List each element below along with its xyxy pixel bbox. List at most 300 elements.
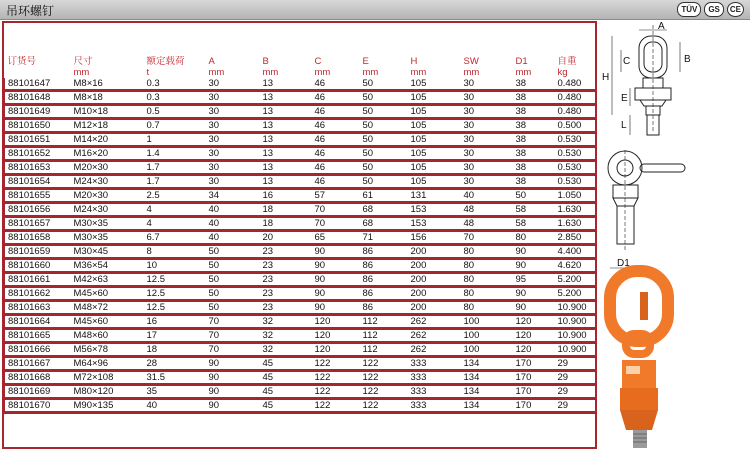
table-cell: 333: [408, 357, 461, 371]
table-cell: 88101659: [5, 245, 71, 259]
table-cell: M36×54: [71, 259, 144, 273]
table-cell: 0.530: [555, 175, 596, 189]
table-cell: 120: [513, 329, 555, 343]
table-cell: 50: [206, 259, 260, 273]
table-cell: 4: [144, 203, 206, 217]
table-cell: 12.5: [144, 287, 206, 301]
table-cell: 17: [144, 329, 206, 343]
table-cell: 90: [513, 259, 555, 273]
table-row: [5, 91, 596, 105]
table-cell: 50: [513, 189, 555, 203]
table-cell: 34: [206, 189, 260, 203]
table-cell: 32: [260, 343, 312, 357]
table-cell: 88101649: [5, 105, 71, 119]
table-cell: 71: [360, 231, 408, 245]
table-cell: 46: [312, 105, 360, 119]
table-cell: 0.480: [555, 91, 596, 105]
table-cell: 131: [408, 189, 461, 203]
table-cell: 88101670: [5, 399, 71, 413]
table-cell: 48: [461, 217, 513, 231]
table-cell: 10.900: [555, 315, 596, 329]
table-cell: 86: [360, 259, 408, 273]
table-row: [5, 175, 596, 189]
unit-h: mm: [410, 67, 427, 78]
table-cell: 40: [461, 189, 513, 203]
table-cell: M30×35: [71, 217, 144, 231]
table-cell: 32: [260, 329, 312, 343]
table-cell: 1.7: [144, 161, 206, 175]
table-row: [5, 357, 596, 371]
table-cell: 122: [360, 371, 408, 385]
table-cell: 30: [461, 91, 513, 105]
table-cell: 30: [461, 161, 513, 175]
table-cell: 262: [408, 343, 461, 357]
table-cell: 88101652: [5, 147, 71, 161]
table-cell: M24×30: [71, 203, 144, 217]
table-cell: 105: [408, 175, 461, 189]
table-cell: M72×108: [71, 371, 144, 385]
table-cell: 120: [312, 343, 360, 357]
table-cell: 90: [206, 385, 260, 399]
table-row: [5, 329, 596, 343]
table-cell: 23: [260, 245, 312, 259]
unit-e: mm: [362, 67, 379, 78]
table-cell: 90: [312, 259, 360, 273]
table-cell: 2.850: [555, 231, 596, 245]
ce-mark-icon: CE: [727, 2, 744, 17]
table-cell: 90: [206, 399, 260, 413]
label-e: E: [621, 93, 628, 104]
table-cell: 80: [513, 231, 555, 245]
table-cell: 112: [360, 315, 408, 329]
table-cell: 13: [260, 105, 312, 119]
table-cell: 58: [513, 203, 555, 217]
table-cell: 88101662: [5, 287, 71, 301]
table-cell: 38: [513, 161, 555, 175]
table-cell: 153: [408, 217, 461, 231]
table-cell: 90: [312, 273, 360, 287]
label-b: B: [684, 54, 691, 65]
table-cell: 65: [312, 231, 360, 245]
table-cell: 70: [312, 217, 360, 231]
header-order-number: 订货号: [7, 56, 37, 67]
title-bar: [0, 0, 750, 20]
table-cell: 100: [461, 329, 513, 343]
table-cell: 30: [461, 119, 513, 133]
header-e: E: [362, 56, 369, 67]
table-cell: 88101668: [5, 371, 71, 385]
label-l: L: [621, 120, 627, 131]
table-cell: 68: [360, 203, 408, 217]
table-cell: 40: [206, 203, 260, 217]
table-cell: 8: [144, 245, 206, 259]
table-cell: 70: [206, 329, 260, 343]
table-cell: 40: [206, 231, 260, 245]
table-cell: 30: [206, 91, 260, 105]
table-cell: M8×16: [71, 78, 144, 91]
table-cell: 90: [312, 245, 360, 259]
table-cell: 31.5: [144, 371, 206, 385]
table-cell: 262: [408, 329, 461, 343]
table-cell: 90: [312, 301, 360, 315]
table-cell: 88101664: [5, 315, 71, 329]
header-c: C: [314, 56, 322, 67]
table-cell: 10: [144, 259, 206, 273]
table-row: [5, 287, 596, 301]
table-row: [5, 161, 596, 175]
table-cell: 262: [408, 315, 461, 329]
table-cell: 45: [260, 399, 312, 413]
table-cell: 88101657: [5, 217, 71, 231]
table-cell: 88101658: [5, 231, 71, 245]
table-row: [5, 231, 596, 245]
table-cell: 88101665: [5, 329, 71, 343]
table-cell: 23: [260, 273, 312, 287]
table-cell: 58: [513, 217, 555, 231]
table-cell: 48: [461, 203, 513, 217]
table-cell: 0.480: [555, 78, 596, 91]
table-cell: 45: [260, 357, 312, 371]
table-cell: 88101653: [5, 161, 71, 175]
table-cell: 57: [312, 189, 360, 203]
table-cell: 134: [461, 357, 513, 371]
table-cell: 38: [513, 133, 555, 147]
table-row: [5, 105, 596, 119]
table-cell: 2.5: [144, 189, 206, 203]
table-cell: M8×18: [71, 91, 144, 105]
table-cell: 112: [360, 343, 408, 357]
front-view-diagram: [612, 25, 680, 135]
table-cell: M20×30: [71, 161, 144, 175]
table-cell: 70: [312, 203, 360, 217]
table-cell: 46: [312, 91, 360, 105]
table-cell: 1: [144, 133, 206, 147]
table-cell: 18: [260, 217, 312, 231]
header-a: A: [208, 56, 215, 67]
table-cell: 18: [260, 203, 312, 217]
table-cell: 88101647: [5, 78, 71, 91]
table-cell: 86: [360, 301, 408, 315]
table-cell: 112: [360, 329, 408, 343]
table-cell: M45×60: [71, 315, 144, 329]
table-cell: M12×18: [71, 119, 144, 133]
table-cell: 88101666: [5, 343, 71, 357]
table-cell: 95: [513, 273, 555, 287]
table-cell: 153: [408, 203, 461, 217]
table-cell: 120: [312, 329, 360, 343]
table-cell: 32: [260, 315, 312, 329]
table-cell: 10.900: [555, 343, 596, 357]
table-cell: M30×45: [71, 245, 144, 259]
table-cell: 170: [513, 371, 555, 385]
table-row: [5, 371, 596, 385]
table-cell: 0.530: [555, 161, 596, 175]
table-cell: 50: [360, 78, 408, 91]
table-cell: 122: [360, 385, 408, 399]
table-cell: 30: [206, 161, 260, 175]
table-cell: 90: [312, 287, 360, 301]
table-row: [5, 399, 596, 413]
header-d1: D1: [515, 56, 528, 67]
table-cell: 13: [260, 161, 312, 175]
table-cell: 13: [260, 119, 312, 133]
table-cell: 88101661: [5, 273, 71, 287]
table-cell: 86: [360, 287, 408, 301]
table-cell: 6.7: [144, 231, 206, 245]
table-cell: 120: [312, 315, 360, 329]
header-weight: 自重: [557, 56, 577, 67]
table-cell: 38: [513, 175, 555, 189]
table-cell: 88101655: [5, 189, 71, 203]
table-cell: 28: [144, 357, 206, 371]
table-cell: 200: [408, 301, 461, 315]
table-cell: 46: [312, 119, 360, 133]
table-cell: M48×60: [71, 329, 144, 343]
table-cell: M45×60: [71, 287, 144, 301]
table-row: [5, 189, 596, 203]
table-cell: 50: [360, 105, 408, 119]
table-cell: 0.530: [555, 147, 596, 161]
table-cell: 0.500: [555, 119, 596, 133]
table-cell: 12.5: [144, 301, 206, 315]
table-cell: 80: [461, 273, 513, 287]
table-cell: 13: [260, 91, 312, 105]
table-cell: 50: [360, 147, 408, 161]
header-label-row: [5, 56, 596, 67]
table-cell: 4.620: [555, 259, 596, 273]
table-cell: 70: [461, 231, 513, 245]
table-cell: 40: [144, 399, 206, 413]
table-cell: M80×120: [71, 385, 144, 399]
table-cell: 61: [360, 189, 408, 203]
table-cell: 88101650: [5, 119, 71, 133]
table-row: [5, 301, 596, 315]
spec-table-body: [5, 78, 596, 413]
table-cell: M90×135: [71, 399, 144, 413]
table-cell: 200: [408, 259, 461, 273]
table-row: [5, 343, 596, 357]
table-cell: M30×35: [71, 231, 144, 245]
table-cell: 30: [206, 119, 260, 133]
table-cell: 88101669: [5, 385, 71, 399]
table-cell: 1.050: [555, 189, 596, 203]
table-cell: M10×18: [71, 105, 144, 119]
table-cell: 0.480: [555, 105, 596, 119]
table-cell: 122: [312, 385, 360, 399]
label-c: C: [623, 56, 631, 67]
unit-a: mm: [208, 67, 225, 78]
table-cell: 20: [260, 231, 312, 245]
table-cell: 29: [555, 357, 596, 371]
table-cell: 0.3: [144, 91, 206, 105]
table-cell: 70: [206, 343, 260, 357]
table-row: [5, 133, 596, 147]
table-cell: 50: [206, 245, 260, 259]
table-cell: 10.900: [555, 329, 596, 343]
table-cell: 35: [144, 385, 206, 399]
table-cell: 30: [461, 105, 513, 119]
table-cell: 134: [461, 385, 513, 399]
table-cell: 200: [408, 273, 461, 287]
table-cell: 80: [461, 259, 513, 273]
table-row: [5, 147, 596, 161]
table-cell: 105: [408, 147, 461, 161]
tuv-mark-icon: TÜV: [677, 2, 701, 17]
unit-sw: mm: [463, 67, 480, 78]
table-cell: 50: [206, 273, 260, 287]
table-cell: 16: [260, 189, 312, 203]
table-cell: 45: [260, 385, 312, 399]
table-cell: 4: [144, 217, 206, 231]
table-cell: 30: [461, 78, 513, 91]
table-cell: 80: [461, 245, 513, 259]
table-cell: 38: [513, 91, 555, 105]
table-cell: 38: [513, 78, 555, 91]
unit-rated-load: t: [146, 67, 150, 78]
table-cell: 90: [206, 357, 260, 371]
unit-weight: kg: [557, 67, 568, 78]
table-row: [5, 315, 596, 329]
table-cell: 30: [206, 78, 260, 91]
header-rated-load: 额定载荷: [146, 56, 185, 67]
product-drawing: [600, 20, 750, 451]
table-cell: 100: [461, 315, 513, 329]
table-row: [5, 217, 596, 231]
table-cell: 0.5: [144, 105, 206, 119]
table-cell: 50: [360, 119, 408, 133]
table-cell: 50: [360, 175, 408, 189]
table-cell: 40: [206, 217, 260, 231]
spec-table-panel: [2, 21, 597, 449]
table-cell: 13: [260, 175, 312, 189]
table-cell: 13: [260, 78, 312, 91]
table-cell: M16×20: [71, 147, 144, 161]
table-cell: 122: [312, 399, 360, 413]
table-cell: 88101660: [5, 259, 71, 273]
table-cell: 88101648: [5, 91, 71, 105]
table-cell: 0.530: [555, 133, 596, 147]
unit-c: mm: [314, 67, 331, 78]
table-cell: 46: [312, 175, 360, 189]
table-cell: 30: [206, 105, 260, 119]
table-cell: 18: [144, 343, 206, 357]
table-cell: 122: [360, 399, 408, 413]
header-b: B: [262, 56, 269, 67]
table-row: [5, 273, 596, 287]
table-cell: 68: [360, 217, 408, 231]
eye-bolt-product-icon: [610, 271, 668, 448]
table-cell: 170: [513, 357, 555, 371]
table-cell: 23: [260, 287, 312, 301]
table-cell: 38: [513, 105, 555, 119]
table-cell: 134: [461, 371, 513, 385]
table-cell: 156: [408, 231, 461, 245]
table-row: [5, 203, 596, 217]
table-cell: 88101651: [5, 133, 71, 147]
table-cell: 23: [260, 259, 312, 273]
table-cell: 29: [555, 399, 596, 413]
table-cell: 105: [408, 78, 461, 91]
table-cell: 86: [360, 245, 408, 259]
table-cell: 38: [513, 147, 555, 161]
label-d1: D1: [617, 258, 630, 269]
header-size: 尺寸: [73, 56, 93, 67]
header-h: H: [410, 56, 418, 67]
table-cell: 105: [408, 133, 461, 147]
table-cell: 105: [408, 91, 461, 105]
table-cell: 100: [461, 343, 513, 357]
table-cell: 0.7: [144, 119, 206, 133]
table-cell: 90: [513, 301, 555, 315]
table-row: [5, 119, 596, 133]
unit-order-number: [5, 67, 71, 78]
side-view-diagram: [608, 150, 685, 268]
table-cell: 333: [408, 385, 461, 399]
table-cell: 30: [206, 147, 260, 161]
table-cell: 45: [260, 371, 312, 385]
spec-table: [4, 56, 596, 414]
table-row: [5, 245, 596, 259]
gs-mark-icon: GS: [704, 2, 724, 17]
table-cell: 38: [513, 119, 555, 133]
table-cell: 90: [513, 287, 555, 301]
table-cell: 88101656: [5, 203, 71, 217]
table-cell: 16: [144, 315, 206, 329]
table-cell: 170: [513, 399, 555, 413]
label-h: H: [602, 72, 610, 83]
table-cell: 1.7: [144, 175, 206, 189]
table-cell: 30: [461, 133, 513, 147]
table-cell: 120: [513, 343, 555, 357]
table-cell: 200: [408, 287, 461, 301]
table-cell: 105: [408, 119, 461, 133]
table-cell: 80: [461, 287, 513, 301]
table-cell: 13: [260, 133, 312, 147]
table-cell: 200: [408, 245, 461, 259]
header-sw: SW: [463, 56, 479, 67]
table-row: [5, 78, 596, 91]
table-cell: 1.4: [144, 147, 206, 161]
table-cell: 46: [312, 133, 360, 147]
table-cell: 1.630: [555, 217, 596, 231]
table-cell: 29: [555, 371, 596, 385]
table-cell: 23: [260, 301, 312, 315]
table-row: [5, 259, 596, 273]
certification-marks: [677, 2, 744, 17]
table-cell: 5.200: [555, 287, 596, 301]
table-cell: 50: [360, 161, 408, 175]
table-cell: 105: [408, 161, 461, 175]
table-cell: M42×63: [71, 273, 144, 287]
table-cell: 4.400: [555, 245, 596, 259]
table-cell: 12.5: [144, 273, 206, 287]
table-row: [5, 385, 596, 399]
table-cell: 10.900: [555, 301, 596, 315]
table-cell: 50: [206, 301, 260, 315]
table-cell: 70: [206, 315, 260, 329]
table-cell: M14×20: [71, 133, 144, 147]
table-cell: 30: [461, 175, 513, 189]
table-cell: 333: [408, 371, 461, 385]
table-cell: 122: [312, 357, 360, 371]
header-unit-row: [5, 67, 596, 78]
table-cell: 170: [513, 385, 555, 399]
table-cell: 50: [360, 91, 408, 105]
table-cell: M56×78: [71, 343, 144, 357]
table-cell: 50: [360, 133, 408, 147]
table-cell: 46: [312, 161, 360, 175]
table-cell: M64×96: [71, 357, 144, 371]
